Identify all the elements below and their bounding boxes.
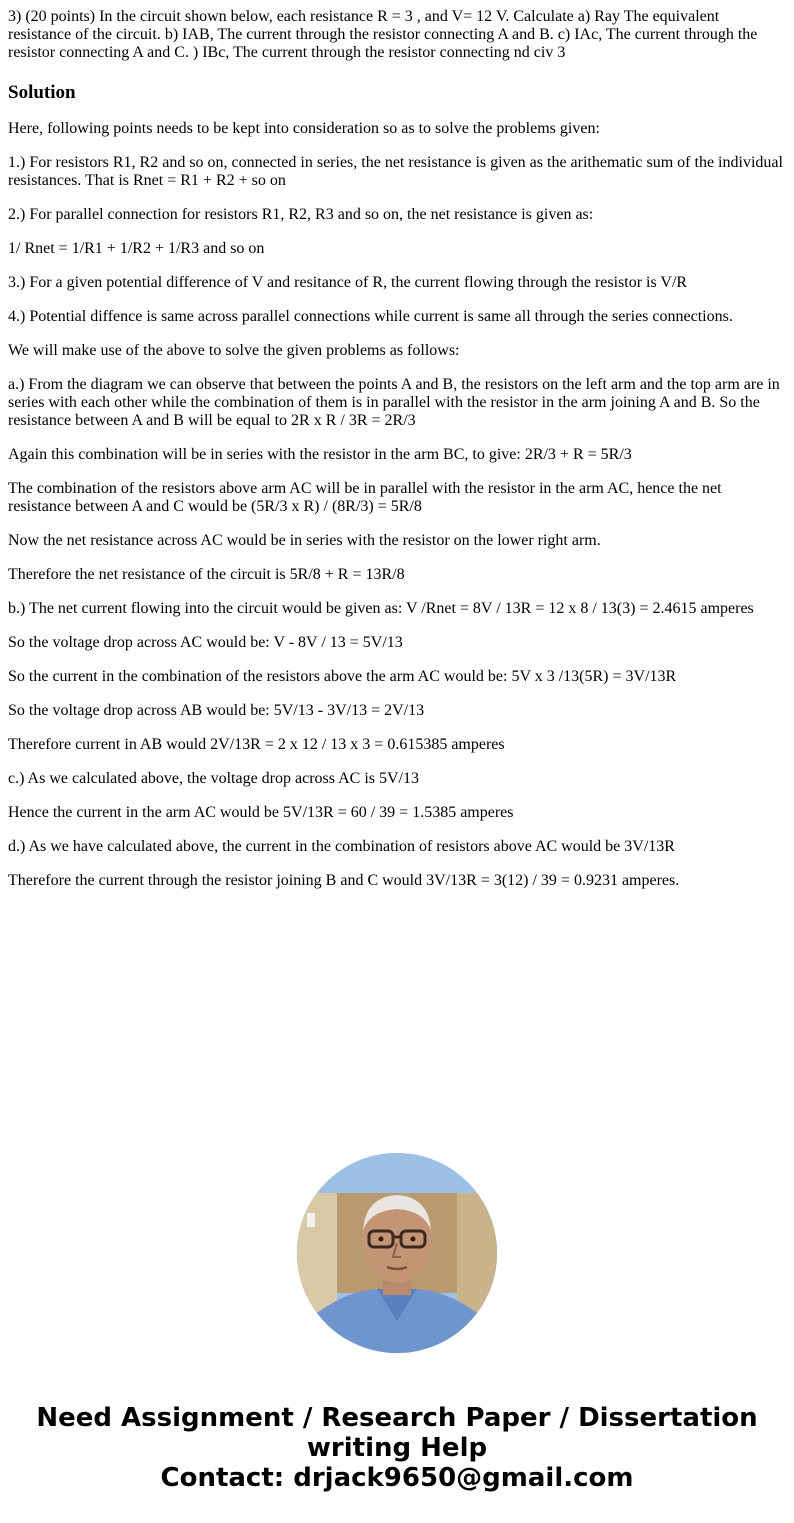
paragraph: 4.) Potential diffence is same across parallel connections while current is same all through the series connections. [8,308,733,325]
paragraph: Hence the current in the arm AC would be 5V/13R = 60 / 39 = 1.5385 amperes [8,804,514,821]
footer-line-2: writing Help [306,1433,488,1463]
paragraph: So the voltage drop across AC would be: V - 8V / 13 = 5V/13 [8,634,403,651]
paragraph: We will make use of the above to solve the given problems as follows: [8,342,460,359]
paragraph: b.) The net current flowing into the circuit would be given as: V /Rnet = 8V / 13R = 12 x 8 / 13(3) = 2.4615 amperes [8,600,754,617]
author-photo [297,1153,497,1353]
paragraph: a.) From the diagram we can observe that between the points A and B, the resistors on the left arm and the top arm are in series with each other while the combination of them is in parallel with the resistor in the arm joining A and B. So the resistance between A and B will be equal to 2R x R / 3R = 2R/3 [8,376,780,429]
paragraph: The combination of the resistors above arm AC will be in parallel with the resistor in the arm AC, hence the net resistance between A and C would be (5R/3 x R) / (8R/3) = 5R/8 [8,480,722,515]
contact-banner [0,1403,794,1493]
solution-heading: Solution [8,82,76,103]
question-text: 3) (20 points) In the circuit shown below, each resistance R = 3 , and V= 12 V. Calculate a) Ray The equivalent resistance of the circuit. b) IAB, The current through the resistor connecting A and B. c) IAc, The current through the resistor connecting A and C. ) IBc, The current through the resistor connecting nd civ 3 [8,8,758,61]
paragraph: Therefore the net resistance of the circuit is 5R/8 + R = 13R/8 [8,566,405,583]
paragraph: 1.) For resistors R1, R2 and so on, connected in series, the net resistance is given as the arithematic sum of the individual resistances. That is Rnet = R1 + R2 + so on [8,154,783,189]
paragraph: So the current in the combination of the resistors above the arm AC would be: 5V x 3 /13(5R) = 3V/13R [8,668,677,685]
paragraph: 3.) For a given potential difference of V and resitance of R, the current flowing through the resistor is V/R [8,274,688,291]
footer-line-1: Need Assignment / Research Paper / Dissertation [36,1403,758,1433]
paragraph: Therefore the current through the resistor joining B and C would 3V/13R = 3(12) / 39 = 0.9231 amperes. [8,872,680,889]
paragraph: Again this combination will be in series with the resistor in the arm BC, to give: 2R/3 + R = 5R/3 [8,446,632,463]
paragraph: Here, following points needs to be kept into consideration so as to solve the problems given: [8,120,600,137]
paragraph: Therefore current in AB would 2V/13R = 2 x 12 / 13 x 3 = 0.615385 amperes [8,736,505,753]
paragraph: d.) As we have calculated above, the current in the combination of resistors above AC would be 3V/13R [8,838,675,855]
paragraph: Now the net resistance across AC would be in series with the resistor on the lower right arm. [8,532,601,549]
paragraph: c.) As we calculated above, the voltage drop across AC is 5V/13 [8,770,419,787]
solution-document [8,8,786,890]
paragraph: So the voltage drop across AB would be: 5V/13 - 3V/13 = 2V/13 [8,702,425,719]
paragraph: 1/ Rnet = 1/R1 + 1/R2 + 1/R3 and so on [8,240,265,257]
author-avatar [297,1153,497,1353]
footer-contact-line: Contact: drjack9650@gmail.com [160,1463,634,1493]
paragraph: 2.) For parallel connection for resistors R1, R2, R3 and so on, the net resistance is given as: [8,206,594,223]
